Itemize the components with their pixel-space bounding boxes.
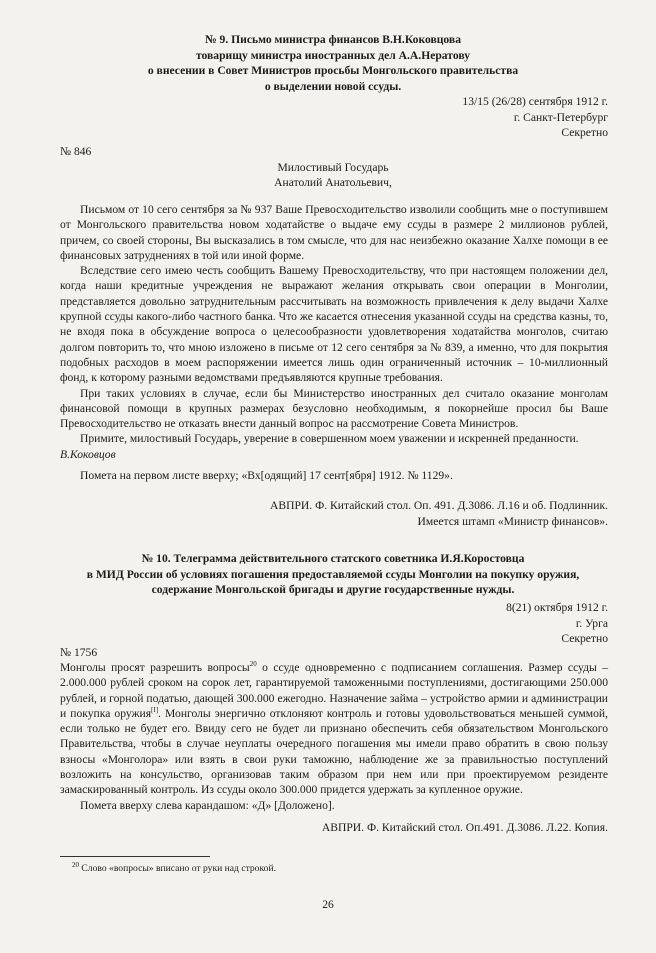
doc10-archive: АВПРИ. Ф. Китайский стол. Оп.491. Д.3086. Л.22. Копия.: [321, 821, 608, 834]
paragraph: [60, 660, 608, 798]
doc9-dateline: [462, 94, 608, 141]
doc10-title-line: содержание Монгольской бригады и другие государственные нужды.: [151, 583, 515, 596]
doc9-salutation-1: Милостивый Государь: [277, 161, 389, 174]
doc9-signature: В.Коковцов: [60, 447, 116, 461]
doc9-body: [60, 202, 608, 462]
doc10-text: о ссуде одновременно с подписанием соглашения. Размер ссуды – 2.000.000 рублей сроком на сорок лет, гарантируемой таможенными поступлениями, достигающими 250.000 рублей, и горной податью, дающей 300.000 ежегодно. Назначение займа – устройство армии и администрации и покупка оружия: [60, 661, 609, 720]
footnote-text: Слово «вопросы» вписано от руки над строкой.: [79, 863, 276, 874]
doc10-classification: Секретно: [561, 632, 608, 645]
doc10-title-line: в МИД России об условиях погашения предоставляемой ссуды Монголии на покупку оружия,: [86, 567, 580, 581]
doc10-note: Помета вверху слева карандашом: «Д» [Доложено].: [80, 798, 335, 812]
footnote-marker: 20: [72, 860, 79, 869]
doc9-archive: АВПРИ. Ф. Китайский стол. Оп. 491. Д.3086. Л.16 и об. Подлинник.: [270, 499, 608, 512]
endnote-ref: [I]: [151, 706, 159, 715]
doc9-date: 13/15 (26/28) сентября 1912 г.: [462, 95, 608, 108]
doc10-dateline: [506, 600, 608, 647]
doc9-title: [60, 32, 606, 94]
doc10-body: [60, 660, 608, 813]
doc10-text: . Монголы энергично отклоняют контроль и готовы удовольствоваться меньшей суммой, если только не будет его. Ввиду сего не будет ли признано обеспечить себя обязательством Монгольского Правительства, чтобы в случае неуплаты очередного погашения мы имели право обратить в свою пользу взносы «Монголора» или взять в свои руки таможню, наблюдение же за правильностью поступлений возложить на консульство, организовав таким образом при нем или при проектируемом резиденте замаскированный контроль. Из ссуды около 300.000 придется удержать за купленное оружие.: [60, 706, 608, 797]
doc9-classification: Секретно: [561, 126, 608, 139]
paragraph: Письмом от 10 сего сентября за № 937 Ваше Превосходительство изволили сообщить мне о поступившем от Монгольского правительства новом ходатайстве о выдаче ему ссуды в размере 2 миллионов рублей, причем, со своей стороны, Вы высказались в том смысле, что для нас неизбежно оказание Халхе помощи в ее финансовых затруднениях в той или иной форме.: [60, 203, 608, 262]
doc10-place: г. Урга: [575, 616, 608, 630]
doc10-date: 8(21) октября 1912 г.: [506, 601, 608, 614]
doc10-number: № 1756: [60, 646, 98, 659]
doc9-number: № 846: [60, 145, 92, 158]
doc10-title: [60, 551, 606, 598]
doc9-note: Помета на первом листе вверху; «Вх[одящий] 17 сент[ября] 1912. № 1129».: [80, 469, 453, 482]
footnote-ref: 20: [249, 660, 257, 669]
doc10-archive-block: [322, 820, 608, 836]
footnote: [72, 860, 276, 875]
footnote-divider: [60, 856, 210, 857]
doc9-title-line: о внесении в Совет Министров просьбы Монгольского правительства: [147, 64, 519, 77]
doc9-archive-block: [270, 498, 608, 529]
doc10-title-line: № 10. Телеграмма действительного статского советника И.Я.Коростовца: [141, 552, 525, 565]
paragraph: Вследствие сего имею честь сообщить Вашему Превосходительству, что при настоящем положении дел, когда наши кредитные учреждения не выражают желания открывать свои операции в Монголии, представляется довольно затруднительным рассчитывать на возможность привлечения к делу выдачи Халхе крупной ссуды какого-либо частного банка. Что же касается отнесения указанной ссуды на средства казны, то, не входя пока в обсуждение вопроса о целесообразности удовлетворения ходатайства монголов, считаю долгом повторить то, что мною изложено в письме от 12 сего сентября за № 839, а именно, что для покрытия подобных расходов в моем распоряжении имеется лишь один ограниченный источник – 10-миллионный фонд, к которому разными ведомствами предъявляются крупные требования.: [60, 264, 608, 385]
paragraph: Примите, милостивый Государь, уверение в совершенном моем уважении и искренней преданности.: [80, 432, 579, 446]
doc9-title-line: № 9. Письмо министра финансов В.Н.Коковцова: [204, 33, 461, 46]
doc9-place: г. Санкт-Петербург: [513, 110, 608, 124]
doc9-salutation-2: Анатолий Анатольевич,: [274, 176, 392, 189]
paragraph: При таких условиях в случае, если бы Министерство иностранных дел считало оказание монголам финансовой помощи в крупных размерах безусловно необходимым, я покорнейше просил бы Ваше Превосходительство не отказать внести данный вопрос на рассмотрение Совета Министров.: [60, 386, 608, 431]
doc9-title-line: товарищу министра иностранных дел А.А.Нератову: [195, 48, 471, 62]
page-number: 26: [322, 898, 334, 911]
doc9-title-line: о выделении новой ссуды.: [264, 79, 402, 93]
doc9-archive-stamp: Имеется штамп «Министр финансов».: [417, 514, 608, 528]
doc10-text: Монголы просят разрешить вопросы: [60, 661, 250, 674]
